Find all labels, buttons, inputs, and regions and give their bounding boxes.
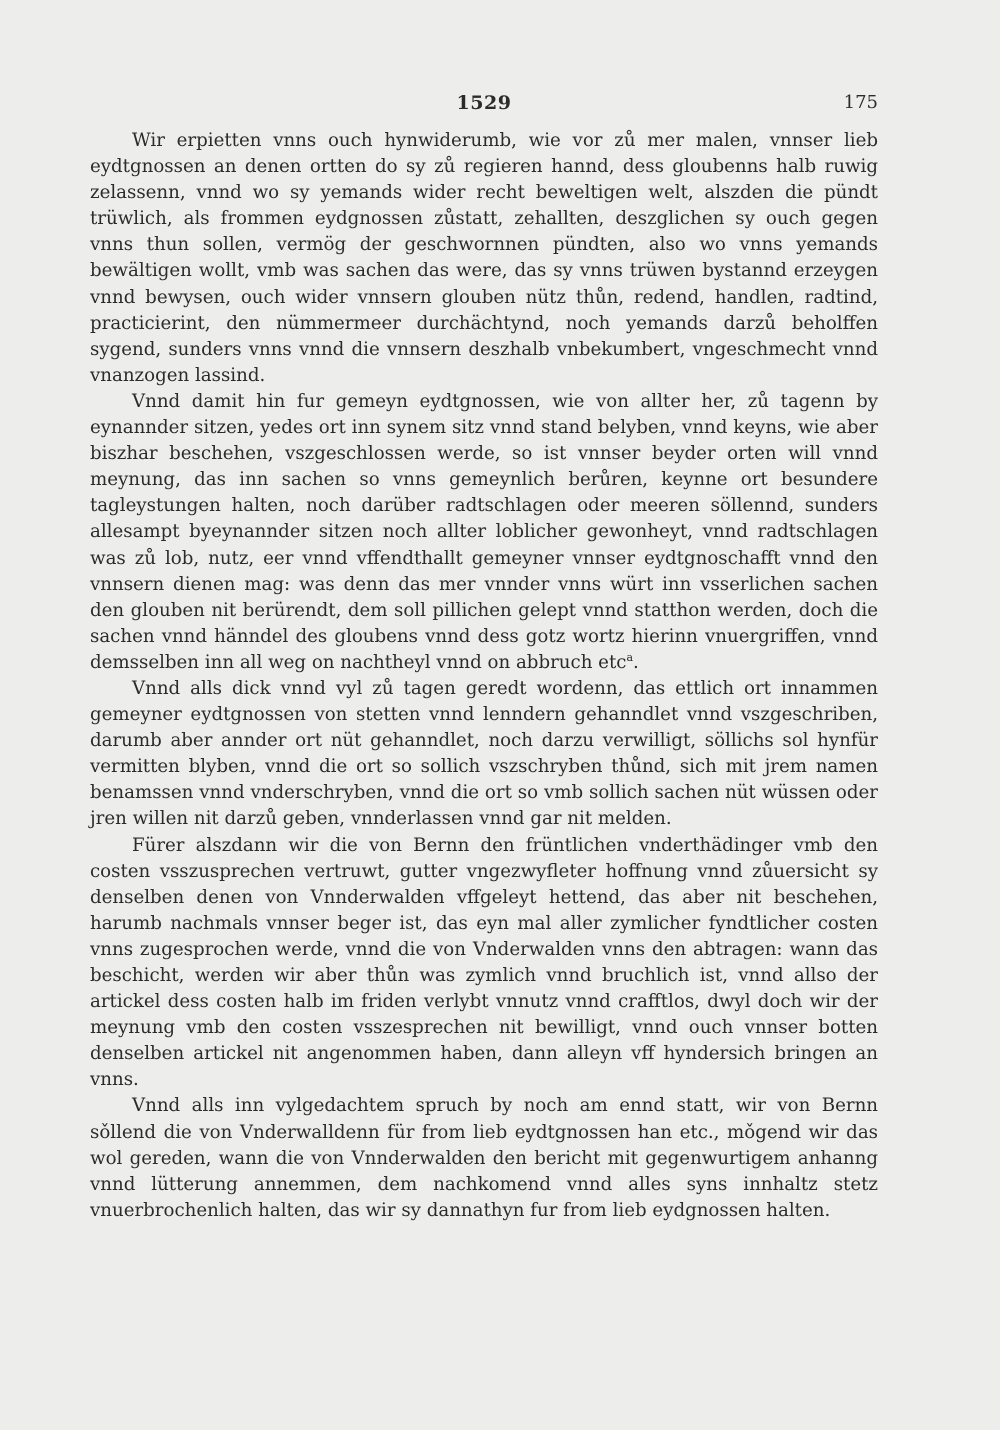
paragraph-1: Wir erpietten vnns ouch hynwiderumb, wie vor zů mer malen, vnnser lieb eydtgnossen an denen ortten do sy zů regieren hannd, dess gloubenns halb ruwig zelassenn, vnnd wo sy yemands wider recht beweltigen welt, alszden die pündt trüwlich, als frommen eydgnossen zůstatt, zehallten, deszglichen sy ouch gegen vnns thun sollen, vermög der geschwornnen pündten, also wo vnns yemands bewältigen wollt, vmb was sachen das were, das sy vnns trüwen bystannd erzeygen vnnd bewysen, ouch wider vnnsern glouben nütz thůn, redend, handlen, radtind, practicierint, den nümmermeer durchächtynd, noch yemands darzů beholffen sygend, sunders vnns vnnd die vnnsern deszhalb vnbekumbert, vngeschmecht vnnd vnanzogen lassind. — [90, 130, 878, 386]
paragraph-4: Fürer alszdann wir die von Bernn den früntlichen vnderthädinger vmb den costen vsszusprechen vertruwt, gutter vngezwyfleter hoffnung vnnd zůuersicht sy denselben denen von Vnnderwalden vffgeleyt hettend, das aber nit beschehen, harumb nachmals vnnser beger ist, das eyn mal aller zymlicher fyndtlicher costen vnns zugesprochen werde, vnnd die von Vnderwalden vnns den abtragen: wann das beschicht, werden wir aber thůn was zymlich vnnd bruchlich ist, vnnd allso der artickel dess costen halb im friden verlybt vnnutz vnnd crafftlos, dwyl doch wir der meynung vmb den costen vsszesprechen nit bewilligt, vnnd ouch vnnser botten denselben artickel nit angenommen haben, dann alleyn vff hyndersich bringen an vnns. — [90, 834, 878, 1091]
page-header — [90, 92, 878, 118]
header-year: 1529 — [456, 92, 512, 114]
paragraph-2-end: . — [633, 651, 639, 673]
footnote-marker: a — [626, 650, 634, 664]
paragraph-5: Vnnd alls inn vylgedachtem spruch by noch am ennd statt, wir von Bernn sǒllend die von Vnderwalldenn für from lieb eydtgnossen han etc., mǒgend wir das wol gereden, wann die von Vnnderwalden den bericht mit gegenwurtigem anhanng vnnd lütterung annemmen, dem nachkomend vnnd alles syns innhaltz stetz vnuerbrochenlich halten, das wir sy dannathyn fur from lieb eydgnossen halten. — [90, 1095, 878, 1221]
page-number: 175 — [843, 92, 878, 113]
paragraph-2-text: Vnnd damit hin fur gemeyn eydtgnossen, wie von allter her, zů tagenn by eynannder sitzen, yedes ort inn synem sitz vnnd stand belyben, vnnd keyns, wie aber biszhar beschehen, vszgeschlossen werde, so ist vnnser beyder orten will vnnd meynung, das inn sachen so vnns gemeynlich berůren, keynne ort besundere tagleystungen halten, noch darüber radtschlagen oder meeren söllennd, sunders allesampt byeynannder sitzen noch allter loblicher gewonheyt, vnnd radtschlagen was zů lob, nutz, eer vnnd vffendthallt gemeyner vnnser eydtgnoschafft vnnd den vnnsern dienen mag: was denn das mer vnnder vnns würt inn vsserlichen sachen den glouben nit berürendt, dem soll pillichen gelept vnnd statthon werden, doch die sachen vnnd hänndel des gloubens vnnd dess gotz wortz hierinn vnuergriffen, vnnd demsselben inn all weg on nachtheyl vnnd on abbruch etc — [90, 390, 878, 673]
paragraph-3: Vnnd alls dick vnnd vyl zů tagen geredt wordenn, das ettlich ort innammen gemeyner eydtgnossen von stetten vnnd lenndern gehanndlet vnnd vszgeschriben, darumb aber annder ort nüt gehanndlet, noch darzu verwilligt, söllichs sol hynfür vermitten blyben, vnnd die ort so sollich vszschryben thůnd, sich mit jrem namen benamssen vnnd vnderschryben, vnnd die ort so vmb sollich sachen nüt wüssen oder jren willen nit darzů geben, vnnderlassen vnnd gar nit melden. — [90, 677, 878, 830]
body-text — [90, 128, 878, 1224]
paragraph-2 — [90, 389, 878, 676]
